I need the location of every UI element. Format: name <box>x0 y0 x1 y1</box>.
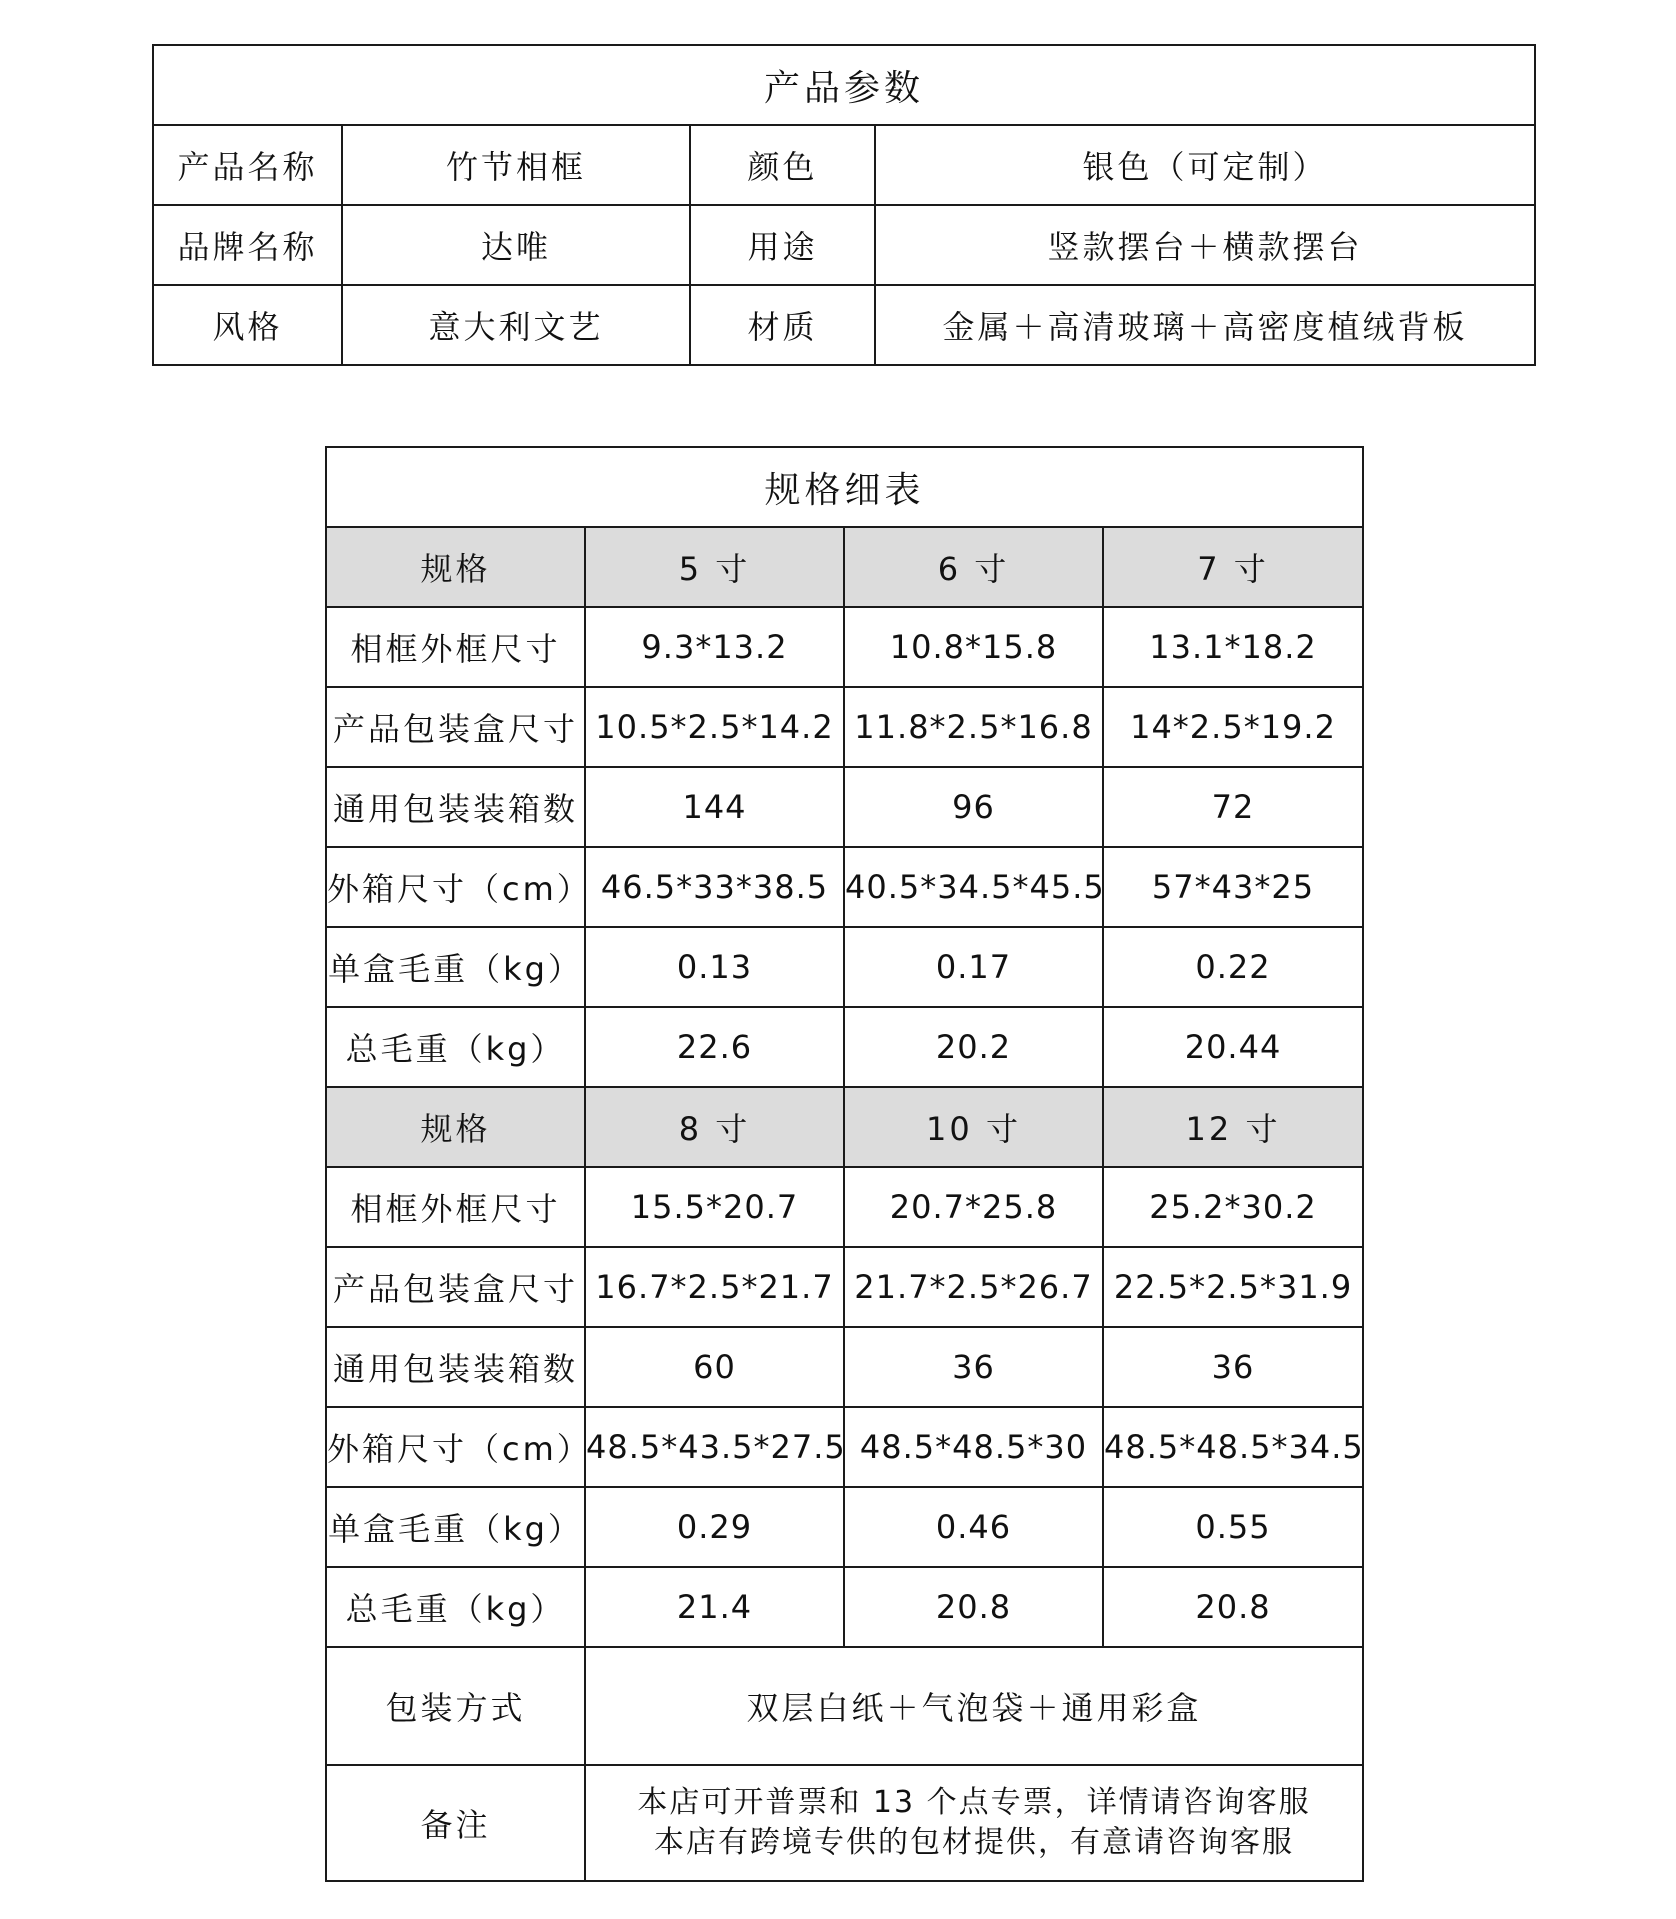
spec-cell: 144 <box>585 767 844 847</box>
spec-row <box>326 1407 1363 1487</box>
params-title: 产品参数 <box>153 45 1535 125</box>
spec-row-label: 外箱尺寸（cm） <box>326 847 585 927</box>
param-value: 银色（可定制） <box>875 125 1535 205</box>
spec-cell: 46.5*33*38.5 <box>585 847 844 927</box>
spec-cell: 48.5*43.5*27.5 <box>585 1407 844 1487</box>
spec-cell: 16.7*2.5*21.7 <box>585 1247 844 1327</box>
packing-label: 包装方式 <box>326 1647 585 1765</box>
spec-cell: 0.22 <box>1103 927 1363 1007</box>
spec-cell: 40.5*34.5*45.5 <box>844 847 1103 927</box>
spec-row-label: 相框外框尺寸 <box>326 1167 585 1247</box>
spec-row-label: 单盒毛重（kg） <box>326 927 585 1007</box>
spec-cell: 60 <box>585 1327 844 1407</box>
params-row <box>153 125 1535 205</box>
packing-value: 双层白纸＋气泡袋＋通用彩盒 <box>585 1647 1363 1765</box>
spec-header-row <box>326 527 1363 607</box>
param-value: 达唯 <box>342 205 690 285</box>
param-label: 风格 <box>153 285 342 365</box>
spec-table <box>325 446 1364 1882</box>
params-row <box>153 285 1535 365</box>
spec-row <box>326 1247 1363 1327</box>
spec-cell: 48.5*48.5*30 <box>844 1407 1103 1487</box>
spec-cell: 22.6 <box>585 1007 844 1087</box>
spec-header-cell: 规格 <box>326 527 585 607</box>
spec-header-cell: 10 寸 <box>844 1087 1103 1167</box>
spec-cell: 0.46 <box>844 1487 1103 1567</box>
notes-value <box>585 1765 1363 1881</box>
spec-cell: 11.8*2.5*16.8 <box>844 687 1103 767</box>
spec-row <box>326 767 1363 847</box>
spec-cell: 0.17 <box>844 927 1103 1007</box>
params-row <box>153 205 1535 285</box>
spec-row <box>326 1487 1363 1567</box>
spec-row-label: 外箱尺寸（cm） <box>326 1407 585 1487</box>
param-label: 材质 <box>690 285 875 365</box>
param-value: 意大利文艺 <box>342 285 690 365</box>
spec-row <box>326 1327 1363 1407</box>
packing-row <box>326 1647 1363 1765</box>
spec-cell: 20.2 <box>844 1007 1103 1087</box>
spec-cell: 0.29 <box>585 1487 844 1567</box>
spec-header-cell: 8 寸 <box>585 1087 844 1167</box>
spec-cell: 96 <box>844 767 1103 847</box>
spec-cell: 22.5*2.5*31.9 <box>1103 1247 1363 1327</box>
spec-cell: 0.55 <box>1103 1487 1363 1567</box>
product-params-table <box>152 44 1536 366</box>
note-line: 本店可开普票和 13 个点专票，详情请咨询客服 <box>637 1785 1311 1820</box>
spec-cell: 25.2*30.2 <box>1103 1167 1363 1247</box>
spec-row <box>326 847 1363 927</box>
spec-header-row <box>326 1087 1363 1167</box>
spec-cell: 14*2.5*19.2 <box>1103 687 1363 767</box>
spec-row-label: 通用包装装箱数 <box>326 767 585 847</box>
spec-cell: 15.5*20.7 <box>585 1167 844 1247</box>
spec-row-label: 相框外框尺寸 <box>326 607 585 687</box>
spec-row <box>326 927 1363 1007</box>
spec-row <box>326 1007 1363 1087</box>
spec-row-label: 产品包装盒尺寸 <box>326 1247 585 1327</box>
param-value: 竖款摆台＋横款摆台 <box>875 205 1535 285</box>
param-label: 品牌名称 <box>153 205 342 285</box>
spec-row-label: 总毛重（kg） <box>326 1567 585 1647</box>
spec-row-label: 单盒毛重（kg） <box>326 1487 585 1567</box>
spec-cell: 36 <box>844 1327 1103 1407</box>
spec-row-label: 通用包装装箱数 <box>326 1327 585 1407</box>
param-value: 金属＋高清玻璃＋高密度植绒背板 <box>875 285 1535 365</box>
notes-row <box>326 1765 1363 1881</box>
param-label: 用途 <box>690 205 875 285</box>
spec-header-cell: 5 寸 <box>585 527 844 607</box>
spec-cell: 21.4 <box>585 1567 844 1647</box>
spec-row <box>326 1167 1363 1247</box>
spec-cell: 20.7*25.8 <box>844 1167 1103 1247</box>
spec-header-cell: 6 寸 <box>844 527 1103 607</box>
spec-row-label: 产品包装盒尺寸 <box>326 687 585 767</box>
spec-cell: 36 <box>1103 1327 1363 1407</box>
spec-row <box>326 687 1363 767</box>
spec-cell: 10.5*2.5*14.2 <box>585 687 844 767</box>
param-label: 颜色 <box>690 125 875 205</box>
spec-cell: 57*43*25 <box>1103 847 1363 927</box>
note-line: 本店有跨境专供的包材提供，有意请咨询客服 <box>654 1825 1294 1860</box>
spec-cell: 13.1*18.2 <box>1103 607 1363 687</box>
spec-cell: 48.5*48.5*34.5 <box>1103 1407 1363 1487</box>
spec-cell: 9.3*13.2 <box>585 607 844 687</box>
spec-header-cell: 12 寸 <box>1103 1087 1363 1167</box>
spec-row <box>326 1567 1363 1647</box>
spec-row <box>326 607 1363 687</box>
notes-label: 备注 <box>326 1765 585 1881</box>
spec-cell: 21.7*2.5*26.7 <box>844 1247 1103 1327</box>
spec-header-cell: 规格 <box>326 1087 585 1167</box>
spec-cell: 72 <box>1103 767 1363 847</box>
param-value: 竹节相框 <box>342 125 690 205</box>
param-label: 产品名称 <box>153 125 342 205</box>
spec-header-cell: 7 寸 <box>1103 527 1363 607</box>
spec-cell: 20.8 <box>1103 1567 1363 1647</box>
spec-cell: 10.8*15.8 <box>844 607 1103 687</box>
spec-cell: 20.44 <box>1103 1007 1363 1087</box>
spec-title: 规格细表 <box>326 447 1363 527</box>
spec-cell: 20.8 <box>844 1567 1103 1647</box>
spec-row-label: 总毛重（kg） <box>326 1007 585 1087</box>
spec-cell: 0.13 <box>585 927 844 1007</box>
